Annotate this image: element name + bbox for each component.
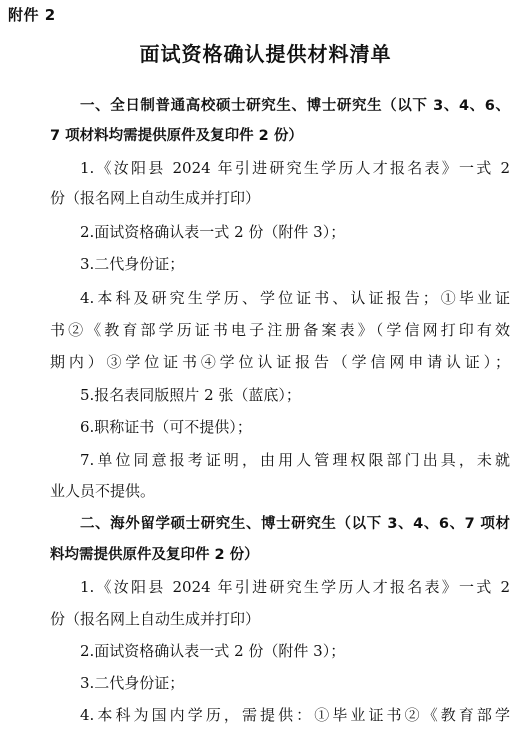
section1-item5: 5.报名表同版照片 2 张（蓝底）； bbox=[80, 386, 301, 404]
section1-item4-line1: 4.本科及研究生学历、学位证书、认证报告；①毕业证 bbox=[80, 289, 510, 307]
section2-item1-line2: 份（报名网上自动生成并打印） bbox=[50, 610, 261, 628]
document-title: 面试资格确认提供材料清单 bbox=[139, 42, 392, 66]
section1-item7-line2: 业人员不提供。 bbox=[50, 482, 156, 500]
section1-heading-line1: 一、全日制普通高校硕士研究生、博士研究生（以下 3、4、6、 bbox=[80, 98, 510, 114]
section2-item4-line1: 4.本科为国内学历，需提供：①毕业证书②《教育部学 bbox=[80, 706, 510, 724]
section1-item2: 2.面试资格确认表一式 2 份（附件 3）； bbox=[80, 223, 346, 241]
section2-item2: 2.面试资格确认表一式 2 份（附件 3）； bbox=[80, 642, 346, 660]
section1-item1-line2: 份（报名网上自动生成并打印） bbox=[50, 189, 261, 207]
attachment-label: 附件 2 bbox=[8, 6, 56, 24]
section2-heading-line2: 料均需提供原件及复印件 2 份） bbox=[50, 547, 259, 563]
section1-item4-line2: 书②《教育部学历证书电子注册备案表》（学信网打印有效 bbox=[50, 321, 510, 339]
section1-item1-line1: 1.《汝阳县 2024 年引进研究生学历人才报名表》一式 2 bbox=[80, 159, 510, 177]
section2-heading-line1: 二、海外留学硕士研究生、博士研究生（以下 3、4、6、7 项材 bbox=[80, 516, 510, 532]
section2-item3: 3.二代身份证； bbox=[80, 674, 185, 692]
section1-item3: 3.二代身份证； bbox=[80, 255, 185, 273]
section1-heading-line2: 7 项材料均需提供原件及复印件 2 份） bbox=[50, 128, 303, 144]
section2-item1-line1: 1.《汝阳县 2024 年引进研究生学历人才报名表》一式 2 bbox=[80, 578, 510, 596]
section1-item7-line1: 7.单位同意报考证明，由用人管理权限部门出具，未就 bbox=[80, 451, 510, 469]
section1-item4-line3: 期内）③学位证书④学位认证报告（学信网申请认证）； bbox=[50, 353, 510, 371]
section1-item6: 6.职称证书（可不提供）； bbox=[80, 418, 252, 436]
